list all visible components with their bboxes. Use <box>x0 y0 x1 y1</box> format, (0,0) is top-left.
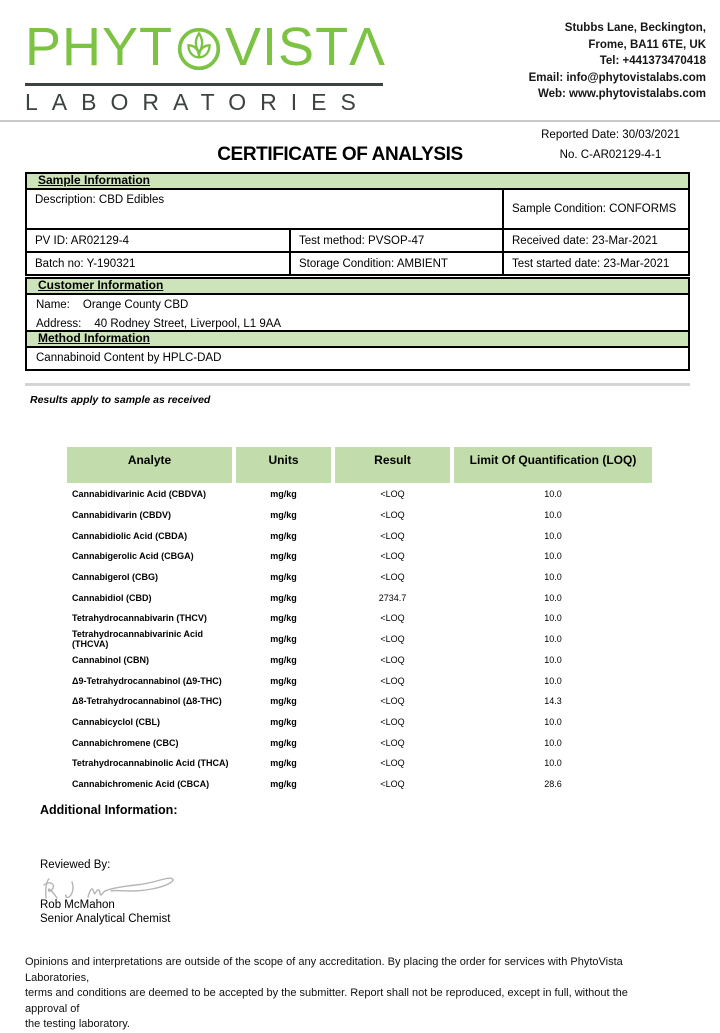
sample-info-row-3 <box>27 251 688 274</box>
analyte-name: Cannabichromenic Acid (CBCA) <box>72 778 210 789</box>
analyte-units: mg/kg <box>270 696 297 707</box>
analyte-result: <LOQ <box>380 510 405 521</box>
pv-id: PV ID: AR02129-4 <box>35 234 129 247</box>
test-method: Test method: PVSOP-47 <box>289 230 502 251</box>
analyte-result: <LOQ <box>380 530 405 541</box>
column-header-units: Units <box>236 447 331 483</box>
analyte-name: Cannabigerol (CBG) <box>72 572 159 583</box>
analyte-units: mg/kg <box>270 551 297 562</box>
analyte-result: <LOQ <box>380 675 405 686</box>
table-row <box>67 712 652 733</box>
disclaimer-line2: terms and conditions are deemed to be accepted by the submitter. Report shall not be reproduced, except in full, without the approval of <box>25 987 628 1015</box>
analyte-name: Tetrahydrocannabivarinic Acid (THCVA) <box>72 629 204 650</box>
reviewer-title: Senior Analytical Chemist <box>40 913 171 925</box>
analyte-loq: 14.3 <box>544 696 562 707</box>
sample-information-header: Sample Information <box>27 174 688 190</box>
sample-info-row-2 <box>27 228 688 251</box>
contact-address-line1: Stubbs Lane, Beckington, <box>564 22 706 34</box>
analyte-loq: 10.0 <box>544 654 562 665</box>
reported-date: Reported Date: 30/03/2021 <box>541 129 680 141</box>
analyte-units: mg/kg <box>270 592 297 603</box>
leaf-seedling-icon <box>176 26 222 72</box>
table-row <box>67 608 652 629</box>
analyte-loq: 10.0 <box>544 489 562 500</box>
disclaimer-line1: Opinions and interpretations are outside of the scope of any accreditation. By placing the order for services with PhytoVista Laboratories, <box>25 956 623 984</box>
table-row <box>67 567 652 588</box>
storage-condition: Storage Condition: AMBIENT <box>289 253 502 274</box>
analyte-result: <LOQ <box>380 778 405 789</box>
analyte-name: Cannabidiol (CBD) <box>72 592 152 603</box>
sample-condition: Sample Condition: CONFORMS <box>502 190 688 228</box>
contact-email: Email: info@phytovistalabs.com <box>528 71 706 84</box>
footer-disclaimer <box>25 955 673 1033</box>
analyte-units: mg/kg <box>270 778 297 789</box>
analyte-name: Tetrahydrocannabinolic Acid (THCA) <box>72 758 229 769</box>
analyte-name: Δ9-Tetrahydrocannabinol (Δ9-THC) <box>72 675 222 686</box>
analyte-loq: 10.0 <box>544 592 562 603</box>
customer-name-value: Orange County CBD <box>82 299 189 311</box>
column-header-result: Result <box>335 447 450 483</box>
method-information-table <box>25 330 690 371</box>
analyte-loq: 10.0 <box>544 510 562 521</box>
table-row <box>67 587 652 608</box>
analyte-name: Cannabigerolic Acid (CBGA) <box>72 551 194 562</box>
page-title: CERTIFICATE OF ANALYSIS <box>217 144 463 165</box>
results-table <box>67 447 652 794</box>
analyte-loq: 28.6 <box>544 778 562 789</box>
header-rule <box>0 120 720 122</box>
reviewer-name: Rob McMahon <box>40 899 115 911</box>
table-row <box>67 505 652 526</box>
test-started-date: Test started date: 23-Mar-2021 <box>502 253 688 274</box>
sample-information-table <box>25 172 690 276</box>
customer-address-value: 40 Rodney Street, Liverpool, L1 9AA <box>94 318 282 330</box>
reviewed-by-label: Reviewed By: <box>40 859 111 871</box>
column-header-analyte: Analyte <box>67 447 232 483</box>
results-note: Results apply to sample as received <box>30 394 211 406</box>
analyte-loq: 10.0 <box>544 572 562 583</box>
logo-divider <box>25 83 383 86</box>
table-row <box>67 774 652 795</box>
customer-name-line <box>36 299 679 311</box>
analyte-loq: 10.0 <box>544 716 562 727</box>
results-table-header <box>67 447 652 483</box>
table-row <box>67 732 652 753</box>
customer-name-label: Name: <box>36 299 70 311</box>
received-date: Received date: 23-Mar-2021 <box>502 230 688 251</box>
analyte-result: 2734.7 <box>378 592 407 603</box>
contact-address-line2: Frome, BA11 6TE, UK <box>588 38 706 51</box>
phytovista-logo <box>25 17 387 116</box>
analyte-units: mg/kg <box>270 634 297 645</box>
lab-contact-block <box>529 20 706 103</box>
analyte-loq: 10.0 <box>544 737 562 748</box>
brand-wordmark <box>25 17 387 77</box>
analyte-units: mg/kg <box>270 510 297 521</box>
batch-no: Batch no: Y-190321 <box>35 257 136 270</box>
analyte-loq: 10.0 <box>544 675 562 686</box>
brand-subtitle: LABORATORIES <box>25 89 370 115</box>
table-row <box>67 753 652 774</box>
analyte-units: mg/kg <box>270 572 297 583</box>
table-row <box>67 546 652 567</box>
analyte-units: mg/kg <box>270 737 297 748</box>
table-row <box>67 629 652 650</box>
brand-text-right: VISTΛ <box>225 17 387 77</box>
analyte-result: <LOQ <box>380 489 405 500</box>
analyte-units: mg/kg <box>270 530 297 541</box>
analyte-result: <LOQ <box>380 634 405 645</box>
disclaimer-line3: the testing laboratory. <box>25 1018 130 1030</box>
analyte-name: Cannabinol (CBN) <box>72 654 149 665</box>
table-row <box>67 650 652 671</box>
table-row <box>67 670 652 691</box>
analyte-result: <LOQ <box>380 572 405 583</box>
analyte-result: <LOQ <box>380 551 405 562</box>
analyte-result: <LOQ <box>380 758 405 769</box>
method-description: Cannabinoid Content by HPLC-DAD <box>36 352 222 364</box>
analyte-name: Cannabicyclol (CBL) <box>72 716 161 727</box>
analyte-units: mg/kg <box>270 654 297 665</box>
sample-description: Description: CBD Edibles <box>35 194 165 206</box>
analyte-loq: 10.0 <box>544 758 562 769</box>
customer-information-header: Customer Information <box>27 279 688 295</box>
column-header-loq: Limit Of Quantification (LOQ) <box>454 447 652 483</box>
analyte-units: mg/kg <box>270 758 297 769</box>
additional-information-label: Additional Information: <box>40 803 178 817</box>
certificate-number: No. C-AR02129-4-1 <box>559 149 662 161</box>
analyte-name: Cannabidiolic Acid (CBDA) <box>72 530 188 541</box>
analyte-units: mg/kg <box>270 613 297 624</box>
customer-address-label: Address: <box>36 318 82 330</box>
analyte-result: <LOQ <box>380 737 405 748</box>
table-row <box>67 484 652 505</box>
analyte-name: Cannabichromene (CBC) <box>72 737 179 748</box>
contact-web: Web: www.phytovistalabs.com <box>537 88 706 100</box>
analyte-loq: 10.0 <box>544 551 562 562</box>
section-divider <box>25 383 690 386</box>
results-table-body <box>67 484 652 794</box>
analyte-result: <LOQ <box>380 654 405 665</box>
table-row <box>67 691 652 712</box>
analyte-name: Δ8-Tetrahydrocannabinol (Δ8-THC) <box>72 696 222 707</box>
analyte-name: Tetrahydrocannabivarin (THCV) <box>72 613 207 624</box>
analyte-result: <LOQ <box>380 613 405 624</box>
report-meta <box>513 128 708 162</box>
analyte-loq: 10.0 <box>544 530 562 541</box>
brand-text-left: PHYT <box>25 17 174 77</box>
sample-info-row-1 <box>27 190 688 228</box>
analyte-units: mg/kg <box>270 716 297 727</box>
analyte-name: Cannabidivarinic Acid (CBDVA) <box>72 489 207 500</box>
analyte-loq: 10.0 <box>544 613 562 624</box>
customer-address-line <box>36 318 679 330</box>
method-information-header: Method Information <box>27 332 688 348</box>
analyte-result: <LOQ <box>380 696 405 707</box>
analyte-name: Cannabidivarin (CBDV) <box>72 510 172 521</box>
analyte-units: mg/kg <box>270 675 297 686</box>
contact-phone: Tel: +441373470418 <box>599 55 706 67</box>
analyte-units: mg/kg <box>270 489 297 500</box>
analyte-loq: 10.0 <box>544 634 562 645</box>
analyte-result: <LOQ <box>380 716 405 727</box>
table-row <box>67 525 652 546</box>
